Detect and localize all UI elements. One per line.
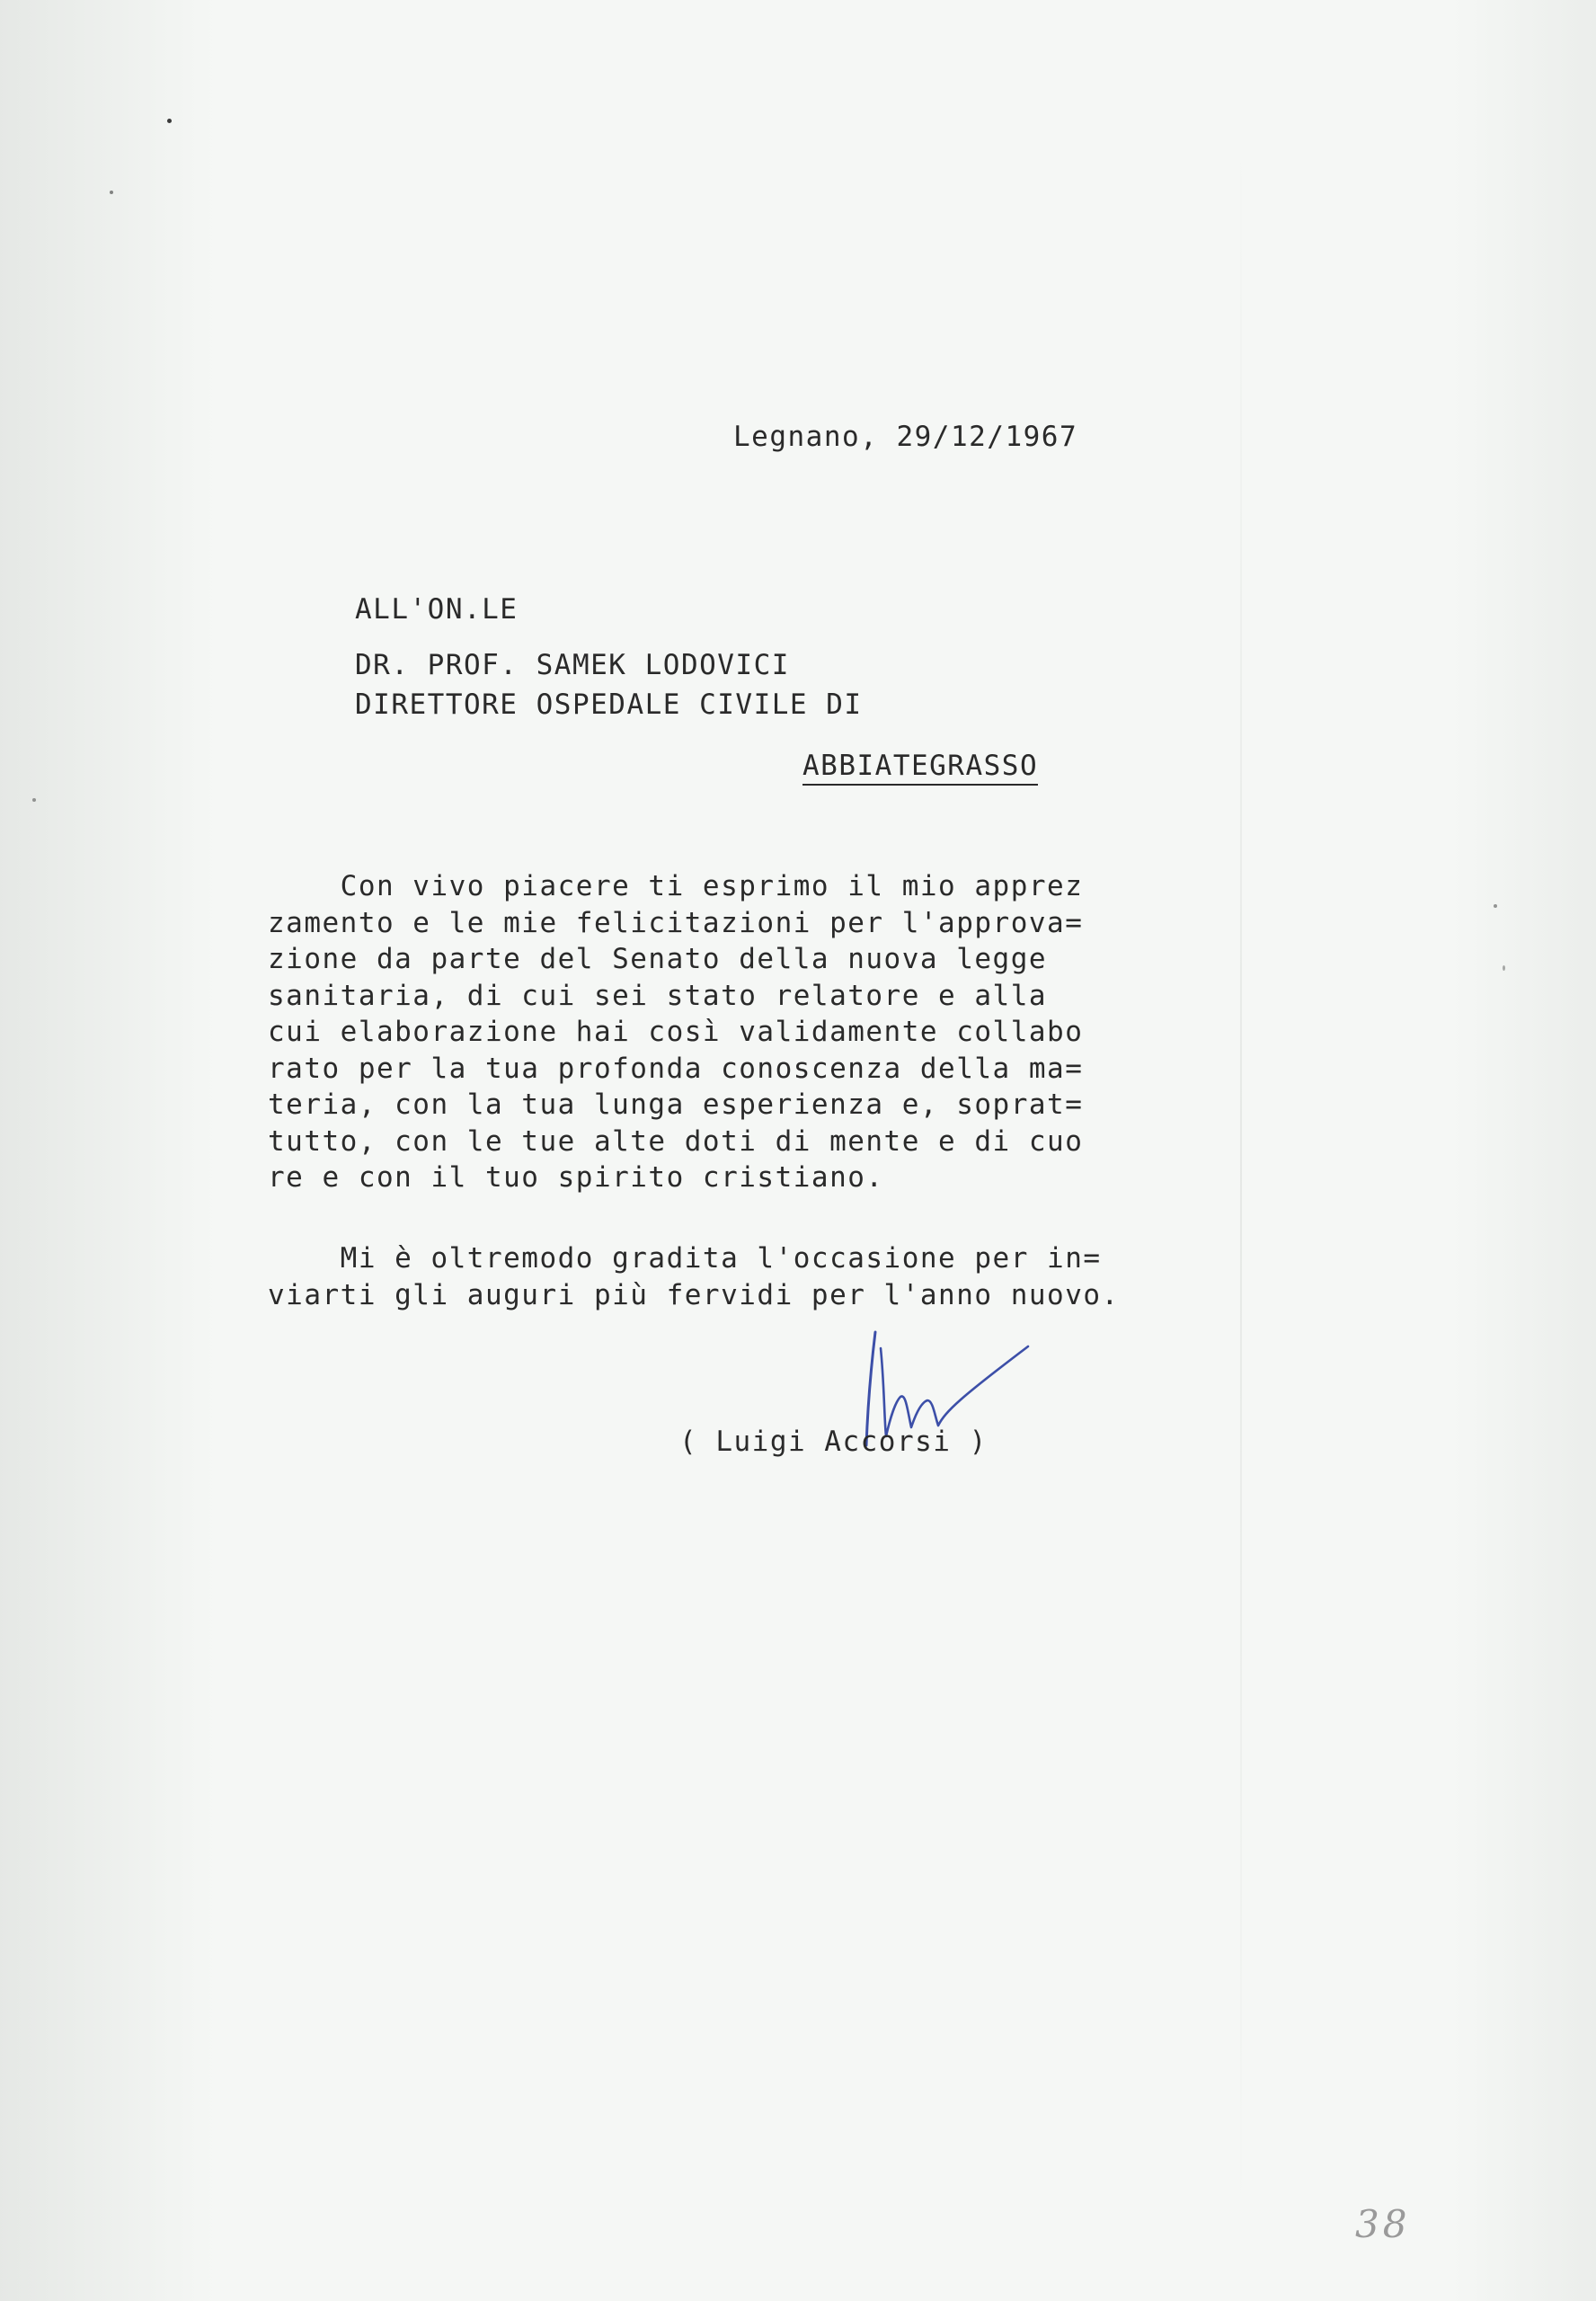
paper-speck <box>110 191 113 194</box>
recipient-city: ABBIATEGRASSO <box>802 750 1038 786</box>
paper-speck <box>167 119 172 123</box>
body-paragraph-2 <box>268 1240 1120 1313</box>
body-paragraph-1 <box>268 868 1083 1196</box>
body-line: re e con il tuo spirito cristiano. <box>268 1161 884 1194</box>
body-line: tutto, con le tue alte doti di mente e di cuo <box>268 1124 1084 1158</box>
body-line: Con vivo piacere ti esprimo il mio apprez <box>268 870 1084 902</box>
recipient-salutation: ALL'ON.LE <box>355 593 519 626</box>
date-line: Legnano, 29/12/1967 <box>733 421 1078 453</box>
body-line: sanitaria, di cui sei stato relatore e alla <box>268 979 1048 1012</box>
signature-name: ( Luigi Accorsi ) <box>679 1426 988 1458</box>
recipient-name: DR. PROF. SAMEK LODOVICI <box>355 649 790 681</box>
body-line: rato per la tua profonda conoscenza della ma= <box>268 1052 1084 1085</box>
body-line: cui elaborazione hai così validamente collabo <box>268 1016 1084 1048</box>
paper-speck <box>1503 965 1505 971</box>
body-line: teria, con la tua lunga esperienza e, soprat= <box>268 1088 1084 1121</box>
body-line: Mi è oltremodo gradita l'occasione per in= <box>268 1242 1102 1275</box>
body-line: zamento e le mie felicitazioni per l'approva= <box>268 906 1084 939</box>
paper-crease <box>1240 144 1242 2211</box>
paper-speck <box>1494 904 1497 908</box>
body-line: zione da parte del Senato della nuova legge <box>268 943 1048 975</box>
paper-speck <box>32 798 36 802</box>
recipient-title: DIRETTORE OSPEDALE CIVILE DI <box>355 689 863 721</box>
body-line: viarti gli auguri più fervidi per l'anno nuovo. <box>268 1278 1120 1311</box>
page-number: 38 <box>1355 2202 1411 2246</box>
